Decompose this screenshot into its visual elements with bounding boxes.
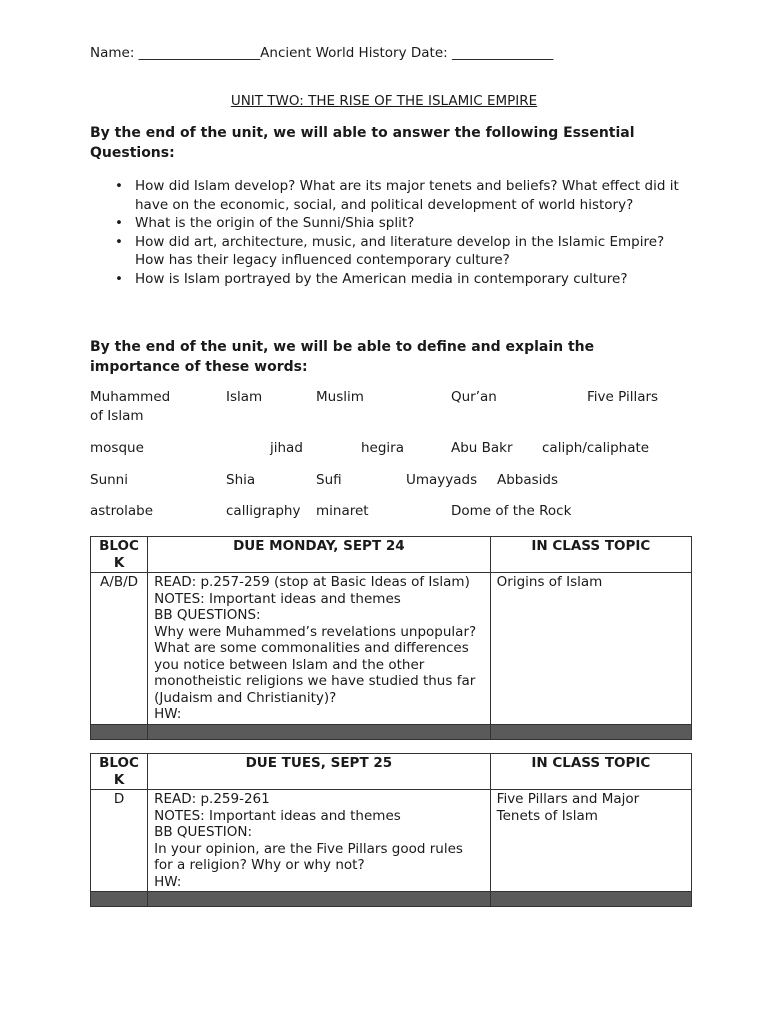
- question-item: • How did Islam develop? What are its major tenets and beliefs? What effect did it have on the economic, social, and political development of world history?: [135, 177, 695, 214]
- table-row: [91, 573, 692, 725]
- vocab-word: Islam: [226, 389, 263, 405]
- shaded-cell: [148, 892, 491, 907]
- vocab-word: minaret: [316, 503, 369, 519]
- vocab-word: Sufi: [316, 472, 342, 488]
- vocab-word: Muhammed: [90, 389, 171, 405]
- assignment-line: BB QUESTION:: [154, 824, 253, 840]
- assignment-cell: [148, 790, 491, 892]
- essential-questions-list: [90, 177, 695, 288]
- vocab-word: jihad: [270, 440, 303, 456]
- schedule-table-tuesday: [90, 753, 692, 907]
- table-header-row: [91, 537, 692, 573]
- due-date-header: DUE MONDAY, SEPT 24: [148, 537, 491, 573]
- schedule-table-monday: [90, 536, 692, 740]
- vocab-word: Muslim: [316, 389, 364, 405]
- question-item: • What is the origin of the Sunni/Shia split?: [135, 214, 695, 233]
- vocab-word: Umayyads: [406, 472, 478, 488]
- shaded-cell: [148, 724, 491, 739]
- vocab-word: caliph/caliphate: [542, 440, 650, 456]
- block-cell: A/B/D: [91, 573, 148, 725]
- table-header-row: [91, 754, 692, 790]
- due-date-header: DUE TUES, SEPT 25: [148, 754, 491, 790]
- vocab-word: astrolabe: [90, 503, 154, 519]
- topic-cell: Five Pillars and Major Tenets of Islam: [490, 790, 691, 892]
- unit-title: UNIT TWO: THE RISE OF THE ISLAMIC EMPIRE: [230, 93, 538, 109]
- assignment-line: In your opinion, are the Five Pillars good rules for a religion? Why or why not?: [154, 840, 463, 873]
- vocab-row: [90, 440, 692, 460]
- shaded-cell: [490, 892, 691, 907]
- assignment-line: HW:: [154, 706, 182, 722]
- vocab-row: [90, 472, 692, 492]
- assignment-line: What are some commonalities and differences you notice between Islam and the other monotheistic religions we have studied thus far (Judaism and Christianity)?: [154, 640, 476, 706]
- vocab-row-wrap: [90, 408, 692, 428]
- assignment-line: READ: p.259-261: [154, 791, 270, 807]
- shaded-cell: [91, 724, 148, 739]
- vocabulary-heading: By the end of the unit, we will be able to define and explain the importance of these words:: [90, 339, 595, 375]
- shaded-divider-row: [91, 724, 692, 739]
- assignment-line: NOTES: Important ideas and themes: [154, 807, 401, 824]
- assignment-line: NOTES: Important ideas and themes: [154, 590, 401, 607]
- shaded-cell: [490, 724, 691, 739]
- shaded-cell: [91, 892, 148, 907]
- question-item: • How did art, architecture, music, and literature develop in the Islamic Empire? How has their legacy influenced contemporary culture?: [135, 233, 695, 270]
- block-header: BLOC K: [91, 754, 148, 790]
- vocab-row: [90, 503, 692, 523]
- block-header: BLOC K: [91, 537, 148, 573]
- vocab-word-continuation: of Islam: [90, 408, 144, 424]
- essential-questions-heading: By the end of the unit, we will able to answer the following Essential Questions:: [90, 125, 635, 161]
- vocab-row: [90, 389, 692, 409]
- vocab-word: Five Pillars: [587, 389, 659, 405]
- table-row: [91, 790, 692, 892]
- assignment-line: HW:: [154, 873, 182, 890]
- in-class-topic-header: IN CLASS TOPIC: [490, 537, 691, 573]
- name-date-line: Name: __________________Ancient World History Date: _______________: [90, 45, 554, 61]
- vocab-word: Abbasids: [497, 472, 559, 488]
- assignment-line: READ: p.257-259 (stop at Basic Ideas of Islam): [154, 574, 470, 590]
- vocab-word: hegira: [361, 440, 405, 456]
- assignment-cell: [148, 573, 491, 725]
- vocab-word: Abu Bakr: [451, 440, 513, 456]
- question-item: • How is Islam portrayed by the American media in contemporary culture?: [135, 270, 695, 289]
- assignment-line: Why were Muhammed’s revelations unpopular?: [154, 623, 477, 640]
- topic-cell: Origins of Islam: [490, 573, 691, 725]
- vocab-word: mosque: [90, 440, 144, 456]
- assignment-line: BB QUESTIONS:: [154, 607, 261, 623]
- vocab-word: Sunni: [90, 472, 128, 488]
- block-cell: D: [91, 790, 148, 892]
- in-class-topic-header: IN CLASS TOPIC: [490, 754, 691, 790]
- vocab-word: Dome of the Rock: [451, 503, 572, 519]
- vocab-word: Qur’an: [451, 389, 497, 405]
- vocab-word: Shia: [226, 472, 256, 488]
- vocab-word: calligraphy: [226, 503, 301, 519]
- shaded-divider-row: [91, 892, 692, 907]
